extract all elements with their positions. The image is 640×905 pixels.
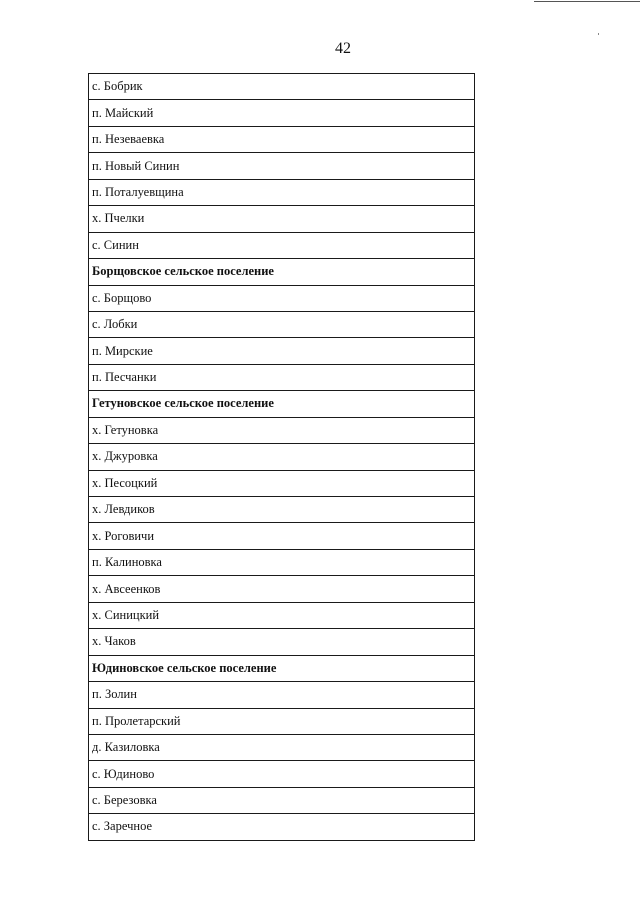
section-heading-cell: Борщовское сельское поселение [89, 259, 475, 285]
table-row [89, 602, 475, 628]
table-row [89, 497, 475, 523]
table-row [89, 74, 475, 100]
settlement-name-cell: п. Мирские [89, 338, 475, 364]
table-row [89, 761, 475, 787]
settlement-name-cell: х. Джуровка [89, 444, 475, 470]
section-heading-row [89, 391, 475, 417]
table-row [89, 549, 475, 575]
table-row [89, 206, 475, 232]
section-heading-row [89, 259, 475, 285]
section-heading-row [89, 655, 475, 681]
table-row [89, 444, 475, 470]
table-row [89, 126, 475, 152]
table-row [89, 734, 475, 760]
settlement-name-cell: х. Чаков [89, 629, 475, 655]
settlements-table-body [89, 74, 475, 841]
settlement-name-cell: х. Левдиков [89, 497, 475, 523]
table-row [89, 285, 475, 311]
settlements-table [88, 73, 475, 841]
settlement-name-cell: х. Роговичи [89, 523, 475, 549]
settlement-name-cell: с. Бобрик [89, 74, 475, 100]
table-row [89, 787, 475, 813]
settlement-name-cell: с. Борщово [89, 285, 475, 311]
table-row [89, 470, 475, 496]
settlement-name-cell: п. Пролетарский [89, 708, 475, 734]
settlement-name-cell: п. Калиновка [89, 549, 475, 575]
settlement-name-cell: х. Синицкий [89, 602, 475, 628]
table-row [89, 179, 475, 205]
page-number: 42 [335, 40, 351, 57]
settlement-name-cell: с. Березовка [89, 787, 475, 813]
settlement-name-cell: с. Юдиново [89, 761, 475, 787]
settlement-name-cell: п. Новый Синин [89, 153, 475, 179]
table-row [89, 311, 475, 337]
settlement-name-cell: д. Казиловка [89, 734, 475, 760]
table-row [89, 338, 475, 364]
settlement-name-cell: п. Золин [89, 682, 475, 708]
settlement-name-cell: п. Незеваевка [89, 126, 475, 152]
table-row [89, 576, 475, 602]
table-row [89, 232, 475, 258]
section-heading-cell: Гетуновское сельское поселение [89, 391, 475, 417]
table-row [89, 153, 475, 179]
scan-speck [598, 33, 599, 35]
settlement-name-cell: с. Заречное [89, 814, 475, 840]
section-heading-cell: Юдиновское сельское поселение [89, 655, 475, 681]
table-row [89, 814, 475, 840]
table-row [89, 523, 475, 549]
settlement-name-cell: х. Пчелки [89, 206, 475, 232]
settlement-name-cell: п. Песчанки [89, 364, 475, 390]
settlement-name-cell: п. Поталуевщина [89, 179, 475, 205]
table-row [89, 417, 475, 443]
settlement-name-cell: х. Авсеенков [89, 576, 475, 602]
settlement-name-cell: х. Песоцкий [89, 470, 475, 496]
settlement-name-cell: с. Синин [89, 232, 475, 258]
table-row [89, 364, 475, 390]
table-row [89, 682, 475, 708]
scan-edge-line [534, 1, 640, 2]
table-row [89, 100, 475, 126]
table-row [89, 708, 475, 734]
settlement-name-cell: с. Лобки [89, 311, 475, 337]
settlement-name-cell: х. Гетуновка [89, 417, 475, 443]
settlement-name-cell: п. Майский [89, 100, 475, 126]
table-row [89, 629, 475, 655]
